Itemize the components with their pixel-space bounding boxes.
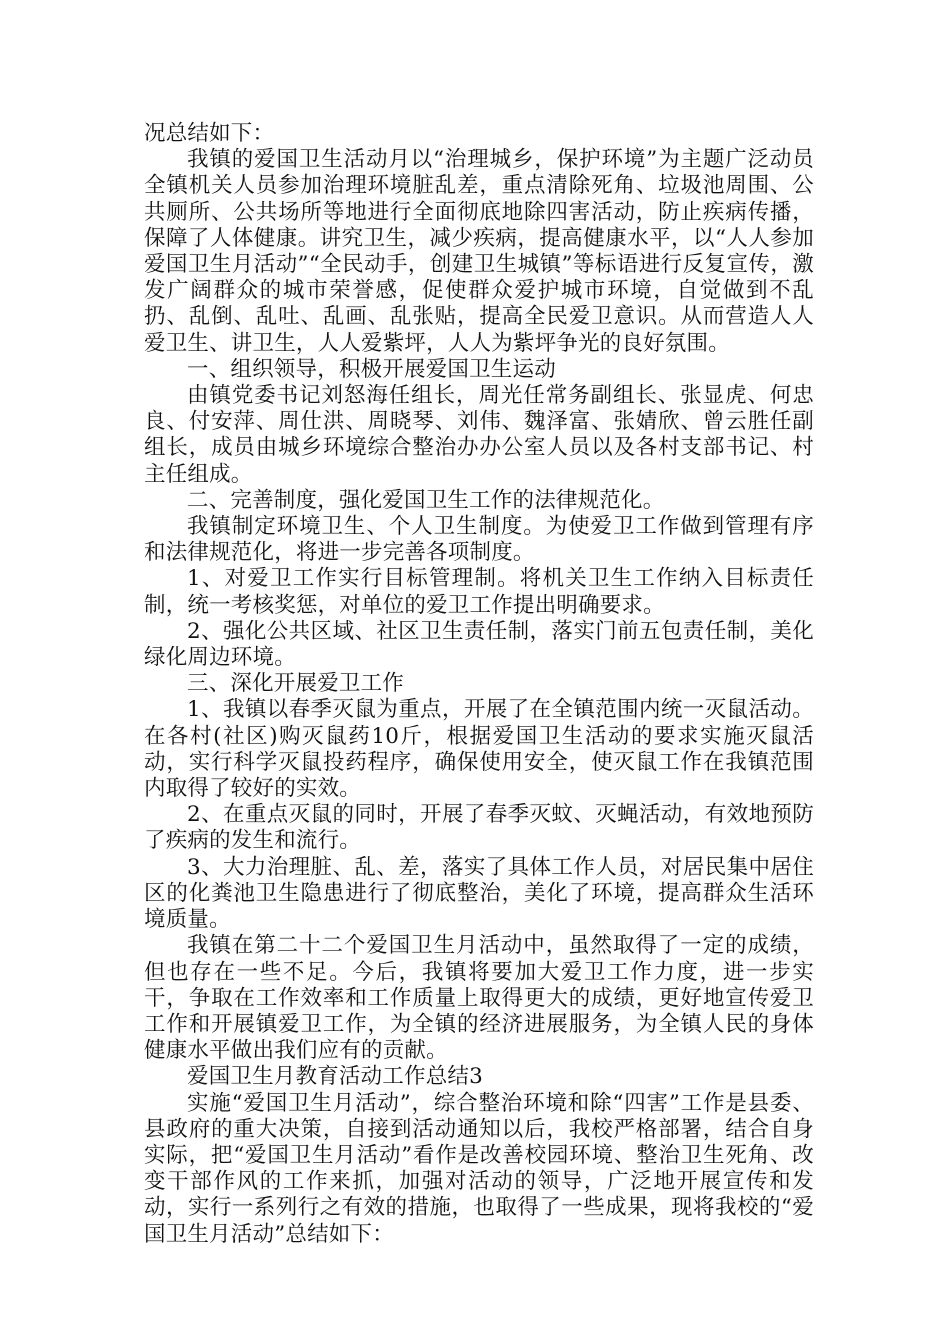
section-heading-1: 一、组织领导，积极开展爱国卫生运动 (187, 356, 556, 382)
paragraph-2: 我镇的爱国卫生活动月以“治理城乡，保护环境”为主题广泛动员全镇机关人员参加治理环境脏乱差，重点清除死角、垃圾池周围、公共厕所、公共场所等地进行全面彻底地除四害活动，防止疾病传播，保障了人体健康。讲究卫生，减少疾病，提高健康水平，以“人人参加爱国卫生月活动”“全民动手，创建卫生城镇”等标语进行反复宣传，激发广阔群众的城市荣誉感，促使群众爱护城市环境，自觉做到不乱扔、乱倒、乱吐、乱画、乱张贴，提高全民爱卫意识。从而营造人人爱卫生、讲卫生，人人爱紫坪，人人为紫坪争光的良好氛围。 (144, 147, 814, 356)
document-subtitle: 爱国卫生月教育活动工作总结3 (187, 1064, 483, 1090)
paragraph-1: 况总结如下： (144, 121, 275, 146)
list-item-2: 2、强化公共区域、社区卫生责任制，落实门前五包责任制，美化绿化周边环境。 (144, 618, 814, 671)
document-body (144, 121, 814, 1248)
list-item-1: 1、对爱卫工作实行目标管理制。将机关卫生工作纳入目标责任制，统一考核奖惩，对单位的爱卫工作提出明确要求。 (144, 566, 814, 618)
paragraph-4: 我镇制定环境卫生、个人卫生制度。为使爱卫工作做到管理有序和法律规范化，将进一步完善各项制度。 (144, 514, 814, 566)
paragraph-5: 我镇在第二十二个爱国卫生月活动中，虽然取得了一定的成绩，但也存在一些不足。今后，我镇将要加大爱卫工作力度，进一步实干，争取在工作效率和工作质量上取得更大的成绩，更好地宣传爱卫工作和开展镇爱卫工作，为全镇的经济进展服务，为全镇人民的身体健康水平做出我们应有的贡献。 (144, 933, 814, 1064)
list-item-4: 2、在重点灭鼠的同时，开展了春季灭蚊、灭蝇活动，有效地预防了疾病的发生和流行。 (144, 802, 814, 854)
paragraph-3: 由镇党委书记刘怒海任组长，周光任常务副组长、张显虎、何忠良、付安萍、周仕洪、周晓琴、刘伟、魏泽富、张婧欣、曾云胜任副组长，成员由城乡环境综合整治办办公室人员以及各村支部书记、村主任组成。 (144, 383, 814, 487)
list-item-5: 3、大力治理脏、乱、差，落实了具体工作人员，对居民集中居住区的化粪池卫生隐患进行了彻底整治，美化了环境，提高群众生活环境质量。 (144, 854, 814, 933)
section-heading-2: 二、完善制度，强化爱国卫生工作的法律规范化。 (187, 487, 665, 513)
section-heading-3: 三、深化开展爱卫工作 (187, 671, 405, 697)
list-item-3: 1、我镇以春季灭鼠为重点，开展了在全镇范围内统一灭鼠活动。在各村(社区)购灭鼠药10斤，根据爱国卫生活动的要求实施灭鼠活动，实行科学灭鼠投药程序，确保使用安全，使灭鼠工作在我镇范围内取得了较好的实效。 (144, 697, 814, 802)
paragraph-6: 实施“爱国卫生月活动”，综合整治环境和除“四害”工作是县委、县政府的重大决策，自接到活动通知以后，我校严格部署，结合自身实际，把“爱国卫生月活动”看作是改善校园环境、整治卫生死角、改变干部作风的工作来抓，加强对活动的领导，广泛地开展宣传和发动，实行一系列行之有效的措施，也取得了一些成果，现将我校的“爱国卫生月活动”总结如下： (144, 1090, 814, 1247)
